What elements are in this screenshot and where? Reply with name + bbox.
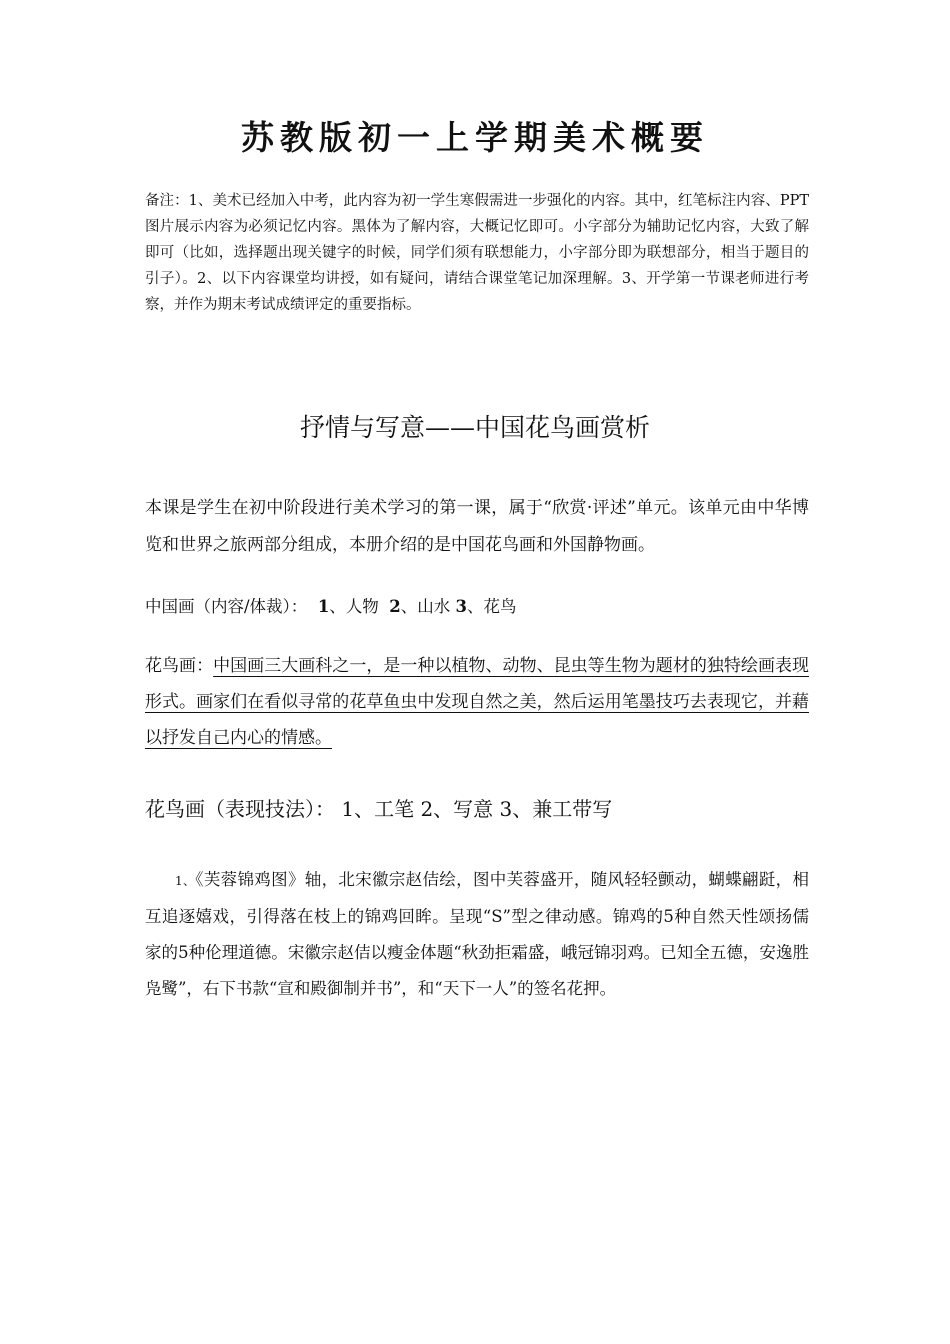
section-subtitle: 抒情与写意——中国花鸟画赏析 (299, 413, 650, 442)
types-num-3: 3 (455, 597, 468, 616)
document-title: 苏教版初一上学期美术概要 (241, 118, 709, 157)
types-item-1: 、人物 (329, 597, 379, 616)
types-num-1: 1 (317, 597, 330, 616)
painting-types-line (145, 590, 809, 624)
note-paragraph: 备注：1、美术已经加入中考，此内容为初一学生寒假需进一步强化的内容。其中，红笔标注内容、PPT图片展示内容为必须记忆内容。黑体为了解内容，大概记忆即可。小字部分为辅助记忆内容，大致了解即可（比如，选择题出现关键字的时候，同学们须有联想能力，小字部分即为联想部分，相当于题目的引子）。2、以下内容课堂均讲授，如有疑问，请结合课堂笔记加深理解。3、开学第一节课老师进行考察，并作为期末考试成绩评定的重要指标。 (145, 193, 809, 313)
artwork-paragraph (145, 862, 809, 1007)
types-item-3: 、花鸟 (467, 597, 517, 616)
artwork-text: 《芙蓉锦鸡图》轴，北宋徽宗赵佶绘，图中芙蓉盛开，随风轻轻颤动，蝴蝶翩跹，相互追逐嬉戏，引得落在枝上的锦鸡回眸。呈现“S”型之律动感。锦鸡的5种自然天性颂扬儒家的5种伦理道德。宋徽宗赵佶以瘦金体题“秋劲拒霜盛，峨冠锦羽鸡。已知全五德，安逸胜凫鹭”，右下书款“宣和殿御制并书”，和“天下一人”的签名花押。 (145, 870, 810, 998)
definition-paragraph (145, 648, 809, 756)
definition-text: 中国画三大画科之一，是一种以植物、动物、昆虫等生物为题材的独特绘画表现形式。画家们在看似寻常的花草鱼虫中发现自然之美，然后运用笔墨技巧去表现它，并藉以抒发自己内心的情感。 (145, 656, 810, 748)
types-label: 中国画（内容/体裁）： (145, 597, 308, 616)
types-item-2: 、山水 (400, 597, 451, 616)
definition-label: 花鸟画： (145, 656, 214, 676)
artwork-number: 1、 (175, 874, 196, 888)
types-num-2: 2 (389, 597, 401, 616)
techniques-heading: 花鸟画（表现技法）： 1、工笔 2、写意 3、兼工带写 (145, 797, 613, 821)
intro-paragraph: 本课是学生在初中阶段进行美术学习的第一课，属于“欣赏·评述”单元。该单元由中华博览和世界之旅两部分组成，本册介绍的是中国花鸟画和外国静物画。 (145, 498, 809, 555)
